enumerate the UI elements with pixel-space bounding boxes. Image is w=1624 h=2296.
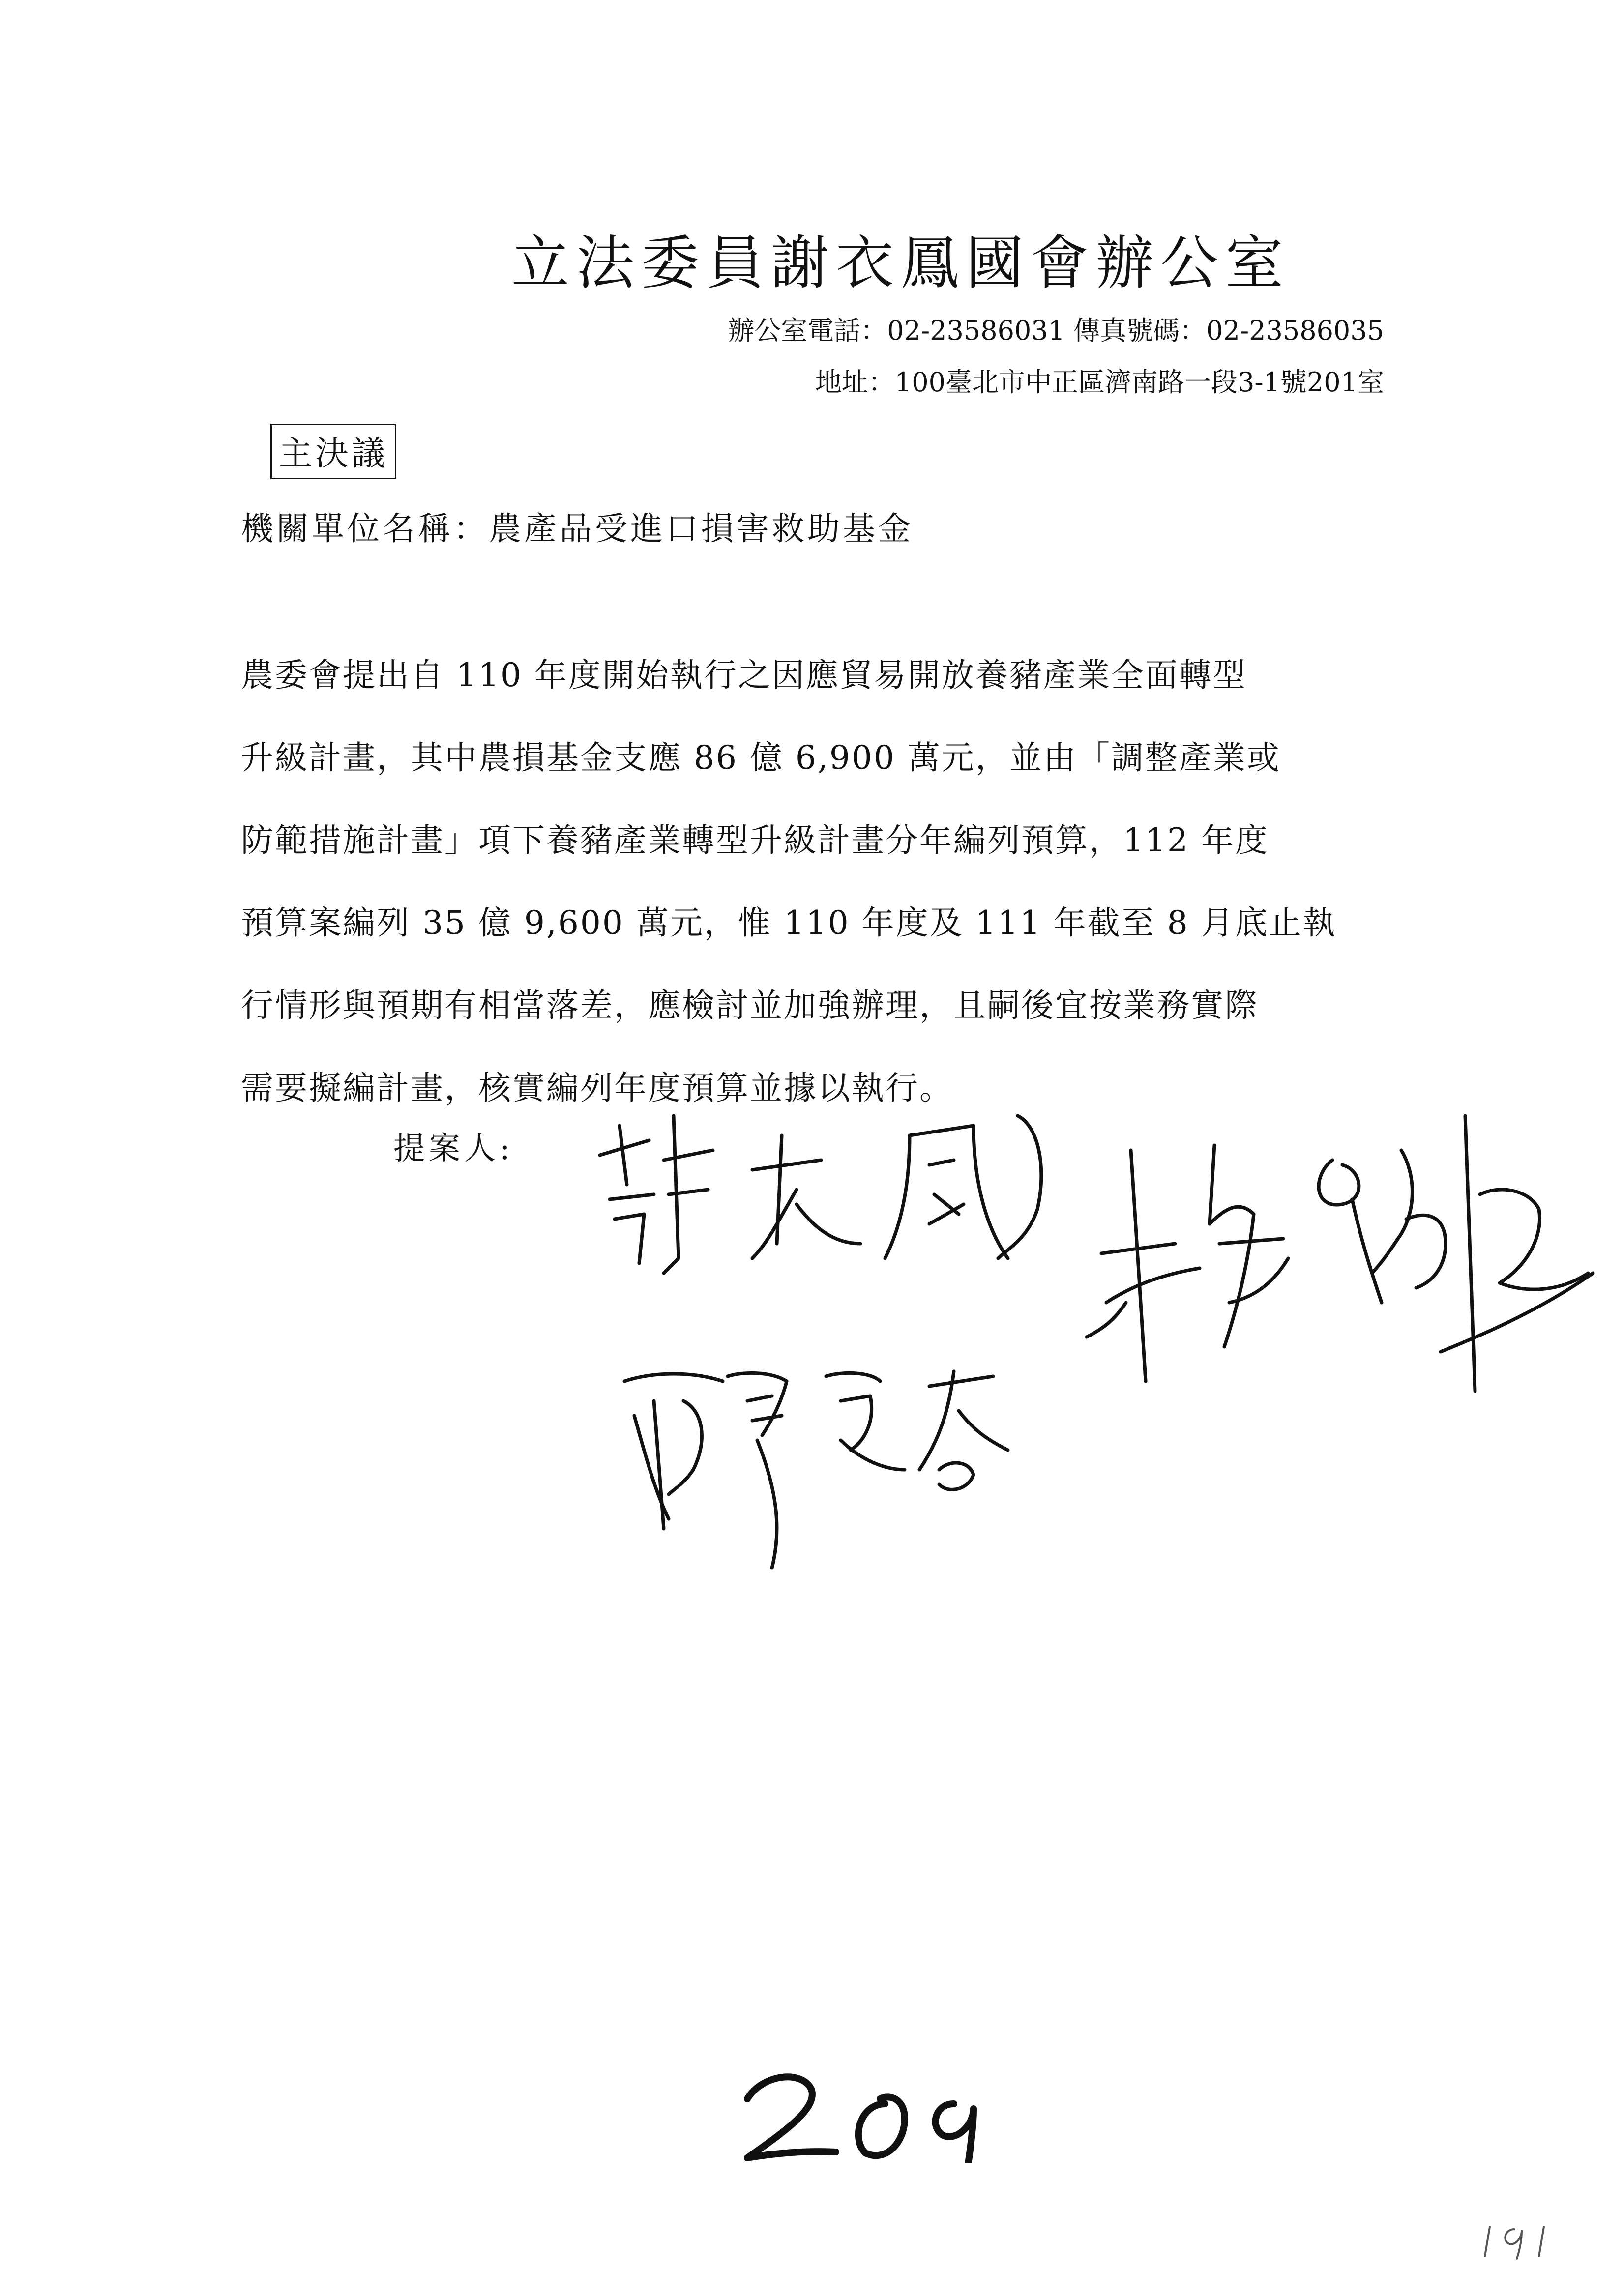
letterhead-address: 地址：100臺北市中正區濟南路一段3-1號201室 [815,367,1384,398]
letterhead-contact-phone-fax: 辦公室電話：02-23586031 傳真號碼：02-23586035 [728,315,1384,346]
signature-3 [624,1371,1008,1568]
handwritten-signatures [565,1096,1598,1661]
body-line: 升級計畫，其中農損基金支應 86 億 6,900 萬元，並由「調整產業或 [241,739,1281,777]
signature-1 [600,1116,1041,1273]
body-line: 需要擬編計畫，核實編列年度預算並據以執行。 [241,1069,953,1107]
document-type-box: 主決議 [270,424,396,479]
proposer-label: 提案人: [393,1131,514,1167]
body-line: 農委會提出自 110 年度開始執行之因應貿易開放養豬產業全面轉型 [241,656,1247,694]
agency-name-line: 機關單位名稱：農產品受進口損害救助基金 [241,510,914,548]
letterhead-title: 立法委員謝衣鳳國會辦公室 [511,229,1291,297]
body-line: 行情形與預期有相當落差，應檢討並加強辦理，且嗣後宜按業務實際 [241,987,1259,1024]
handwritten-page-number [738,2064,993,2165]
body-line: 預算案編列 35 億 9,600 萬元，惟 110 年度及 111 年截至 8 月底止執 [241,904,1337,942]
signature-2 [1087,1116,1593,1391]
resolution-body [241,634,1387,1130]
handwritten-small-number [1480,2222,1564,2263]
body-line: 防範措施計畫」項下養豬產業轉型升級計畫分年編列預算，112 年度 [241,821,1269,859]
